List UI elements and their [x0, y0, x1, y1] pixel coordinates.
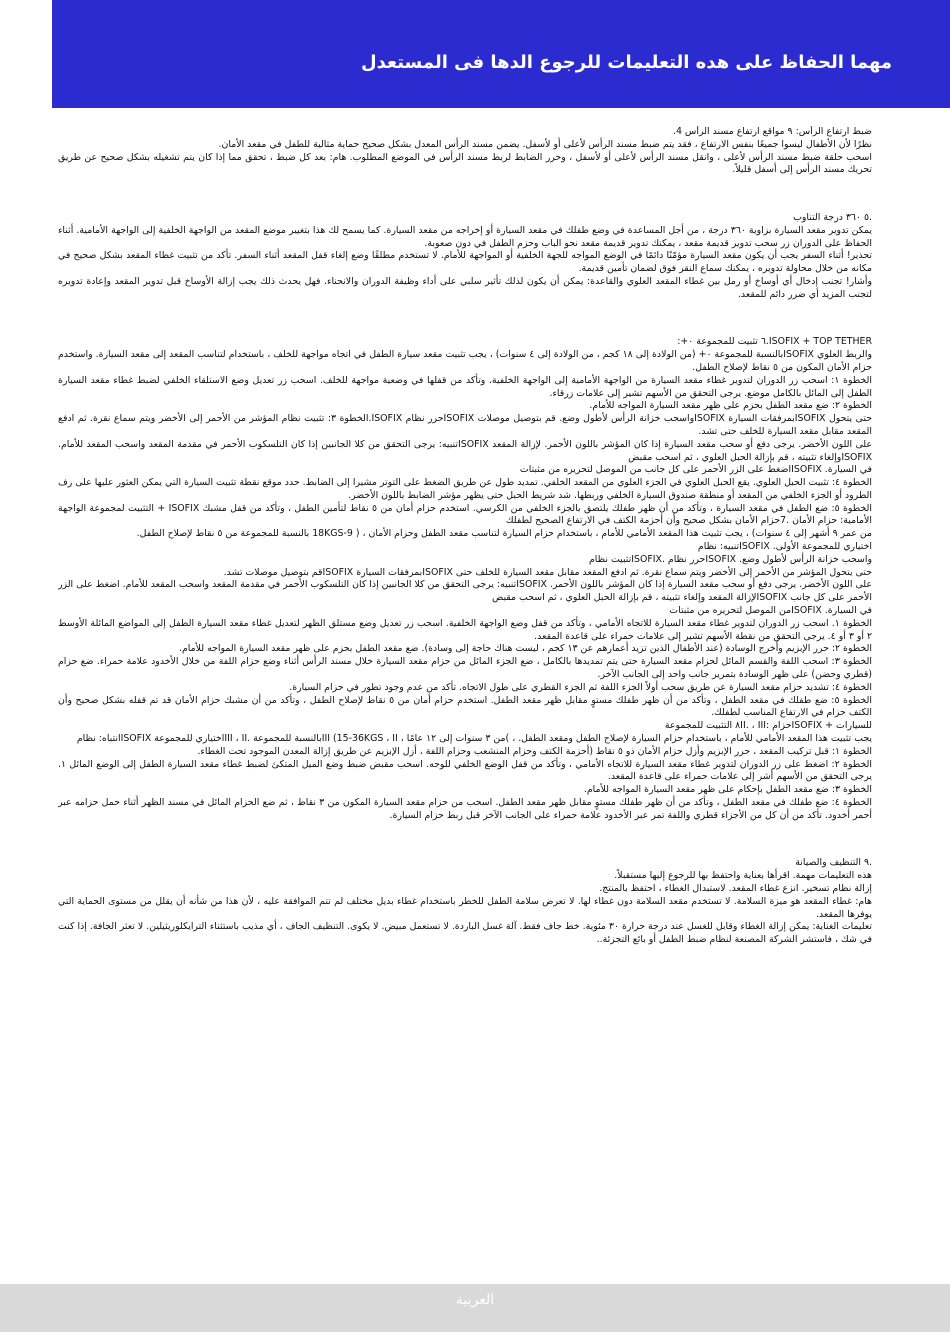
- paragraph: تحذير! أثناء السفر يجب أن يكون مقعد السيارة مؤمّنًا دائمًا في الوضع المواجه للجهة الخلفية أو المواجهة للأمام. لا تستخدم مطلقًا وضع إلغاء قفل المقعد أثناء السفر. تأكد من تثبيت غطاء المقعد بشكل صحيح في مكانه من خلال محاولة تدويره ، يمكنك سماع النقر فوق لضمان تأمين قديمة.: [58, 250, 872, 275]
- paragraph: الخطوة ٤: تشديد حزام مقعد السيارة عن طريق سحب أولاً الجزء اللفة ثم الجزء القطري على طول الاتجاه. تأكد من عدم وجود تطور في حزام السيارة.: [289, 681, 872, 693]
- paragraph: الخطوة ٥: ضع طفلك في مقعد الطفل ، وتأكد من أن ظهر طفلك مستوٍ مقابل ظهر مقعد الطفل. استخدم حزام أمان من ٥ نقاط لإصلاح الطفل ، وتأكد من أن مشبك حزام الأمان قد تم قفله بشكل صحيح وأن الكتف حزام في الارتفاع المناسب لطفلك.: [58, 694, 872, 719]
- paragraph: واسحب خزانة الرأس لأطول وضع. ISOFIXحرر نظام .ISOFIXتثبيت نظام: [589, 553, 872, 565]
- paragraph: يمكن تدوير مقعد السيارة بزاوية ٣٦٠ درجة ، من أجل المساعدة في وضع طفلك في مقعد السيارة أو إخراجه من مقعد السيارة. كما يسمح لك هذا بتغيير موضع المقعد من الواجهة الخلفية إلى الواجهة الأمامية. أثناء الحفاظ على الدوران زر سحب تدوير قديمة مقعد ، يمكنك تدوير قديمة مقعد نحو الباب وحزم الطفل في دون صعوبة.: [58, 224, 872, 249]
- paragraph: اسحب حلقة ضبط مسند الرأس لأعلى ، وانقل مسند الرأس لأعلى أو لأسفل ، وحرر الضابط لربط مسند الرأس في الموضع المطلوب. هام: بعد كل ضبط ، تحقق مما إذا كان يتم تشغيله بشكل صحيح عن طريق تحريك مسند الرأس إلى أسفل قليلاً.: [58, 151, 872, 176]
- paragraph: الخطوة ٢: اضغط على زر الدوران لتدوير غطاء مقعد السيارة للاتجاه الأمامي ، وتأكد من قفل الوضع الخلفي للوجه. اسحب مقبض ضبط وضع الميل المتكئ لضبط غطاء مقعد السيارة الطفل إلى الوضع المائل ١. يرجى التحقق من الأسهم أشر إلى علامات حمراء على قاعدة المقعد.: [58, 758, 872, 783]
- header-corner: [0, 0, 52, 108]
- paragraph: الخطوة ٤: ضع طفلك في مقعد الطفل ، وتأكد من أن ظهر طفلك مستوٍ مقابل ظهر مقعد الطفل. اسحب من حزام مقعد السيارة المكون من ٣ نقاط ، ثم ضع الحزام المائل في مسند الظهر أثناء حمل حزامه عبر أحمر أخدود. تأكد من أن كل من الأجزاء قطري واللفة تمر عبر الأخدود علامة حمراء على الجانب الآخر قبل ربط حزام السيارة.: [58, 797, 872, 821]
- paragraph: نظرًا لأن الأطفال ليسوا جميعًا بنفس الارتفاع ، فقد يتم ضبط مسند الرأس لأعلى أو لأسفل. يضمن مسند الرأس المعدل بشكل صحيح حماية مثالية للطفل في مقعد الأمان.: [218, 138, 872, 150]
- paragraph: إزالة نظام تسخير. انزع غطاء المقعد. لاستبدال الغطاء ، احتفظ بالمنتج.: [599, 882, 872, 894]
- paragraph: الخطوة ٢: حرر الإبزيم وأخرج الوسادة (عند الأطفال الذين تزيد أعمارهم عن ١٣ كجم ، ليست هناك حاجة إلى وسادة). ضع مقعد الطفل بحزم على ظهر مقعد السيارة المواجه للأمام.: [179, 643, 872, 655]
- paragraph: الخطوة ١: اسحب زر الدوران لتدوير غطاء مقعد السيارة من الواجهة الأمامية إلى الواجهة الخلفية. وتأكد من قفلها في وضعية مواجهة للخلف. اسحب زر تعديل وضع الاستلقاء الخلفي لضبط غطاء مقعد السيارة الطفل إلى المائل بالكامل موضع. يرجى التحقق من الأسهم تشير إلى علامات زرقاء.: [58, 374, 872, 399]
- paragraph: .٥ ٣٦٠ درجة التناوب: [793, 211, 872, 223]
- paragraph: حتى يتحول المؤشر من الأحمر إلى الأخضر ويتم سماع نقرة. ثم ادفع المقعد مقابل مقعد السيارة للخلف حتى ISOFIXبمرفقات السيارة ISOFIXقم بتوصيل موصلات تشد.: [223, 566, 872, 578]
- paragraph: ISOFIX + TOP TETHER.٦ تثبيت للمجموعة ٠+:: [677, 336, 872, 348]
- paragraph: الخطوة ٣: اسحب اللفة والقسم المائل لحزام مقعد السيارة حتى يتم تمديدها بالكامل ، ضع الجزء المائل من حزام مقعد السيارة خلال مسند الرأس أثناء وضع حزام اللفة من خلال الأخدود علامة حمراء. ضع حزام (قطري وحضن) على ظهر الوسادة بتمرير جانب واحد إلى الجانب الآخر.: [58, 656, 872, 681]
- paragraph: تعليمات الغناية: يمكن إزالة الغطاء وقابل للغسل عند درجة حرارة ٣٠ مئوية. خط جاف فقط. آلة غسل الباردة. لا تستعمل مبيض. لا يكوى. التنظيف الجاف ، أي مذيب باستثناء الترايكلوريثيلين. لا تعثر الجافة. إذا كنت في شك ، فاستشر الشركة المصنعة لنظام ضبط الطفل أو بائع التجزئة..: [58, 921, 872, 946]
- paragraph: في السيارة. ISOFIXمن الموصل لتحريره من مثبتات: [669, 605, 872, 617]
- paragraph: على اللون الأخضر. يرجى دفع أو سحب مقعد السيارة إذا كان المؤشر باللون الأحمر. ISOFIXتنبيه: يرجى التحقق من كلا الجانبين إذا كان التلسكوب الأحمر في مقدمة المقعد واسحب المقعد للأمام. اضغط على الزر الأحمر على كل جانب ISOFIXلإزالة المقعد وإلغاء تثبيته ، قم بإزالة الحبل العلوي ، ثم اسحب مقبض: [58, 579, 872, 604]
- paragraph: الخطوة ٣: ضع مقعد الطفل بإحكام على ظهر مقعد السيارة المواجه للأمام.: [583, 784, 872, 796]
- paragraph: وأشار! تجنب إدخال أي أوساخ أو رمل بين غطاء المقعد العلوي والقاعدة: يمكن أن يكون لذلك تأثير سلبي على أداء وظيفة الدوران والانحناء. فهل يحدث ذلك يجب إزالة الأوساخ قبل تدوير المقعد وإعادة تدويره لتجنب المزيد أي ضرر دائم للمقعد.: [58, 275, 872, 300]
- paragraph: على اللون الأخضر. يرجى دفع أو سحب مقعد السيارة إذا كان المؤشر باللون الأحمر. لإزالة المقعد ISOFIXتنبيه: يرجى التحقق من كلا الجانبين إذا كان التلسكوب الأحمر في مقدمة المقعد واسحب المقعد للأمام. ISOFIXوإلغاء تثبيته ، قم بإزالة الحبل العلوي ، ثم اسحب مقبض: [58, 438, 872, 463]
- paragraph: والربط العلوي ISOFIXبالنسبة للمجموعة ٠+ (من الولادة إلى ١٨ كجم ، من الولادة إلى ٤ سنوات) ، يجب تثبيت مقعد سيارة الطفل في اتجاه مواجهة للخلف ، باستخدام لتناسب المقعد إلى مقعد السيارة. واستخدم حزام الأمان المكون من ٥ نقاط لإصلاح الطفل.: [58, 349, 872, 373]
- page-title: مهما الحفاظ على هده التعليمات للرجوع الدها فى المستعدل: [361, 52, 892, 73]
- paragraph: هام: غطاء المقعد هو ميزة السلامة. لا تستخدم مقعد السلامة دون غطاء لها. لا تعرض سلامة الطفل للخطر باستخدام غطاء بديل مختلف لم تتم الموافقة عليه ، لأن هذا من شأنه أن يقلل من مستوى الحماية التي يوفرها المقعد.: [58, 895, 872, 920]
- paragraph: الخطوة ٢: ضع مقعد الطفل بحزم على ظهر مقعد السيارة المواجه للأمام.: [589, 400, 872, 412]
- paragraph: من عمر ٩ أشهر إلى ٤ سنوات) ، يجب تثبيت هذا المقعد الأمامي للأمام ، باستخدام حزام السيارة لتناسب مقعد الطفل وحزام الأمان ، ( 9-18KGS بالنسبة للمجموعة من ٥ نقاط لإصلاح الطفل.: [136, 528, 872, 540]
- language-label: العربية: [455, 1292, 495, 1308]
- paragraph-gap: [58, 832, 872, 848]
- paragraph: .٩ التنظيف والصيانة: [795, 857, 872, 869]
- paragraph: حتى يتحول ISOFIXبمرفقات السيارة ISOFIXواسحب خزانة الرأس لأطول وضع. قم بتوصيل موصلات ISOFIXحرر نظام ISOFIX.الخطوة ٣: تثبيت نظام المؤشر من الأحمر إلى الأخضر ويتم سماع نقرة. ثم ادفع المقعد مقابل مقعد السيارة للخلف حتى تشد.: [58, 413, 872, 437]
- paragraph: في السيارة. ISOFIXاضغط على الزر الأحمر على كل جانب من الموصل لتحريره من مثبتات: [519, 464, 872, 476]
- paragraph: اختياري للمجموعة الأولى. ISOFIXتنبيه: نظام: [697, 541, 872, 553]
- paragraph-gap: [58, 311, 872, 327]
- paragraph: الخطوة ٤: تثبيت الحبل العلوي. يقع الحبل العلوي في الجزء العلوي من المقعد الخلفي. تمديد طول عن طريق الضغط على التوتر مشيرا إلى الضابط. حدد موقع نقطة تثبيت السيارة التي يمكن العثور عليها على رف الطرود أو الجزء الخلفي من المقعد أو منطقة صندوق السيارة الخلفي وربطها. شد شريط الحبل حتى يظهر مؤشر الضابط باللون الأخضر.: [58, 477, 872, 501]
- paragraph: الخطوة ١: قبل تركيب المقعد ، حرر الإبزيم وأزل حزام الأمان ذو ٥ نقاط (أحزمة الكتف وحزام المنشعب وحزام اللفة ، أزل الإبزيم عن طريق إزالة المعدن الموجود تحت الغطاء.: [197, 745, 872, 757]
- paragraph: ضبط ارتفاع الرأس: ٩ مواقع ارتفاع مسند الرأس 4.: [673, 126, 872, 137]
- paragraph: الخطوة ١. اسحب زر الدوران لتدوير غطاء مقعد السيارة للاتجاه الأمامي ، وتأكد من قفل وضع الواجهة الخلفية. اسحب زر تعديل وضع مستلق الظهر لتعديل غطاء مقعد السيارة الطفل إلى المواضع المائلة الأوسط ٢ أو ٣ أو ٤. يرجى التحقق من نقطة الأسهم تشير إلى علامات حمراء على قاعدة المقعد.: [58, 617, 872, 642]
- paragraph: للسيارات + ISOFIXحزام :III ، .٨II التثبيت للمجموعة: [664, 720, 872, 732]
- paragraph: هذه التعليمات مهمة. اقرأها بعناية واحتفظ بها للرجوع إليها مستقبلاً.: [614, 870, 872, 882]
- paragraph: الخطوة ٥: ضع الطفل في مقعد السيارة ، وتأكد من أن ظهر طفلك يلتصق بالجزء الخلفي من الكرسي. استخدم حزام أمان من ٥ نقاط لتأمين الطفل ، وتأكد من قفل مشبك ISOFIX + التثبيت لمجموعة الواجهة الأمامية: حزام الأمان .7حزام الأمان بشكل صحيح وأن أحزمة الكتف في الارتفاع الصحيح لطفلك: [58, 502, 872, 527]
- document-body: [58, 126, 872, 1256]
- paragraph-gap: [58, 187, 872, 203]
- paragraph: يجب تثبيت هذا المقعد الأمامي للأمام ، باستخدام حزام السيارة لإصلاح الطفل ومقعد الطفل. ، )من ٣ سنوات إلى ١٢ عامًا ، III (15-36KGS ، IIبالنسبة للمجموعة .III ، IIاختياري للمجموعة ISOFIXانتباه: نظام: [76, 733, 872, 745]
